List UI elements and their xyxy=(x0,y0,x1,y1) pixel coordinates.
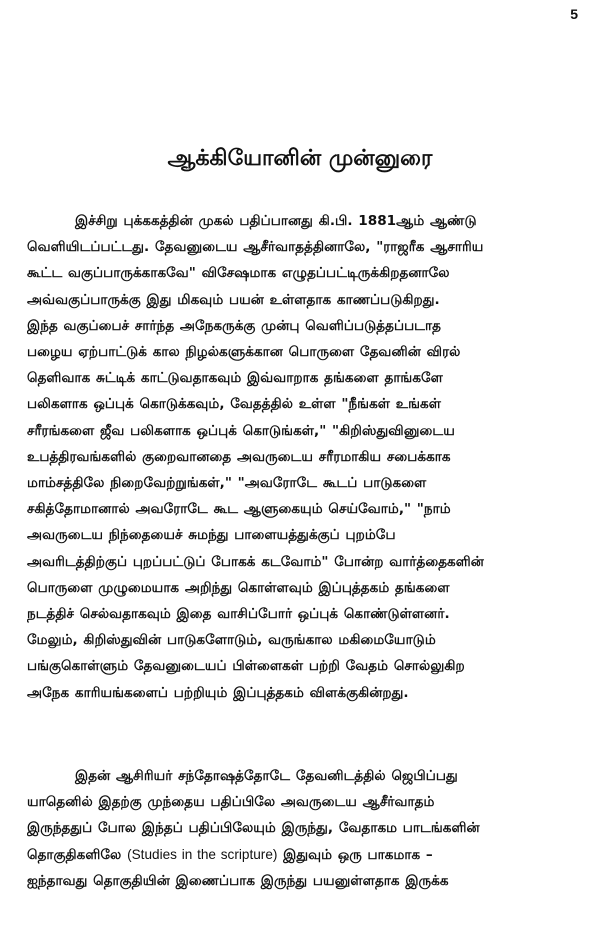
text-line: கூட்ட வகுப்பாருக்காகவே" விசேஷமாக எழுதப்பட்டிருக்கிறதனாலே xyxy=(27,265,450,282)
text-line: பொருளை முழுமையாக அறிந்து கொள்ளவும் இப்புத்தகம் தங்களை xyxy=(27,579,450,596)
text-line: இதன் ஆசிரியர் சந்தோஷத்தோடே தேவனிடத்தில் ஜெபிப்பது xyxy=(75,768,458,784)
text-line: அவ்வகுப்பாருக்கு இது மிகவும் பயன் உள்ளதாக காணப்படுகிறது. xyxy=(27,291,440,308)
text-line: மேலும், கிறிஸ்துவின் பாடுகளோடும், வருங்கால மகிமையோடும் xyxy=(27,632,436,649)
text-line: இச்சிறு புக்ககத்தின் முகல் பதிப்பானது கி.பி. 1881ஆம் ஆண்டு xyxy=(75,213,477,229)
text-line: அவருடைய நிந்தையைச் சுமந்து பாளையத்துக்குப் புறம்பே xyxy=(27,527,396,544)
text-line: பலிகளாக ஒப்புக் கொடுக்கவும், வேதத்தில் உள்ள "நீங்கள் உங்கள் xyxy=(27,396,441,413)
text-line: இருந்ததுப் போல இந்தப் பதிப்பிலேயும் இருந்து, வேதாகம பாடங்களின் xyxy=(27,820,480,837)
text-line: இந்த வகுப்பைச் சார்ந்த அநேகருக்கு முன்பு வெளிப்படுத்தப்படாத xyxy=(27,317,441,334)
text-line: வெளியிடப்பட்டது. தேவனுடைய ஆசீர்வாதத்தினாலே, "ராஜரீக ஆசாரிய xyxy=(27,239,484,256)
english-phrase: (Studies in the scripture) xyxy=(127,846,278,862)
text-line: சகித்தோமானால் அவரோடே கூட ஆளுகையும் செய்வோம்," "நாம் xyxy=(27,501,451,518)
text-line: அவரிடத்திற்குப் புறப்பட்டுப் போகக் கடவோம்" போன்ற வார்த்தைகளின் xyxy=(27,553,484,570)
page-number: 5 xyxy=(570,6,578,22)
text-line: சரீரங்களை ஜீவ பலிகளாக ஒப்புக் கொடுங்கள்," "கிறிஸ்துவினுடைய xyxy=(27,422,455,439)
text-line: மாம்சத்திலே நிறைவேற்றுங்கள்," "அவரோடே கூடப் பாடுகளை xyxy=(27,475,427,492)
text-line: பங்குகொள்ளும் தேவனுடையப் பிள்ளைகள் பற்றி வேதம் சொல்லுகிற xyxy=(27,658,465,675)
paragraph-1 xyxy=(27,208,575,706)
text-line: யாதெனில் இதற்கு முந்தைய பதிப்பிலே அவருடைய ஆசீர்வாதம் xyxy=(27,794,435,811)
text-line: நடத்திச் செல்வதாகவும் இதை வாசிப்போர் ஒப்புக் கொண்டுள்ளனர். xyxy=(27,606,450,623)
text-segment: தொகுதிகளிலே xyxy=(27,846,122,863)
paragraph-2 xyxy=(27,763,575,894)
text-line: பழைய ஏற்பாட்டுக் கால நிழல்களுக்கான பொருளை தேவனின் விரல் xyxy=(27,344,461,361)
text-line: உபத்திரவங்களில் குறைவானதை அவருடைய சரீரமாகிய சபைக்காக xyxy=(27,448,451,465)
text-line: தெளிவாக சுட்டிக் காட்டுவதாகவும் இவ்வாறாக தங்களை தாங்களே xyxy=(27,370,443,387)
text-line: அநேக காரியங்களைப் பற்றியும் இப்புத்தகம் விளக்குகின்றது. xyxy=(27,684,409,701)
text-line: ஐந்தாவது தொகுதியின் இணைப்பாக இருந்து பயனுள்ளதாக இருக்க xyxy=(27,872,449,889)
text-segment: இதுவும் ஒரு பாகமாக – xyxy=(283,846,433,863)
page-title: ஆக்கியோனின் முன்னுரை xyxy=(167,146,433,171)
text-line xyxy=(27,842,575,868)
